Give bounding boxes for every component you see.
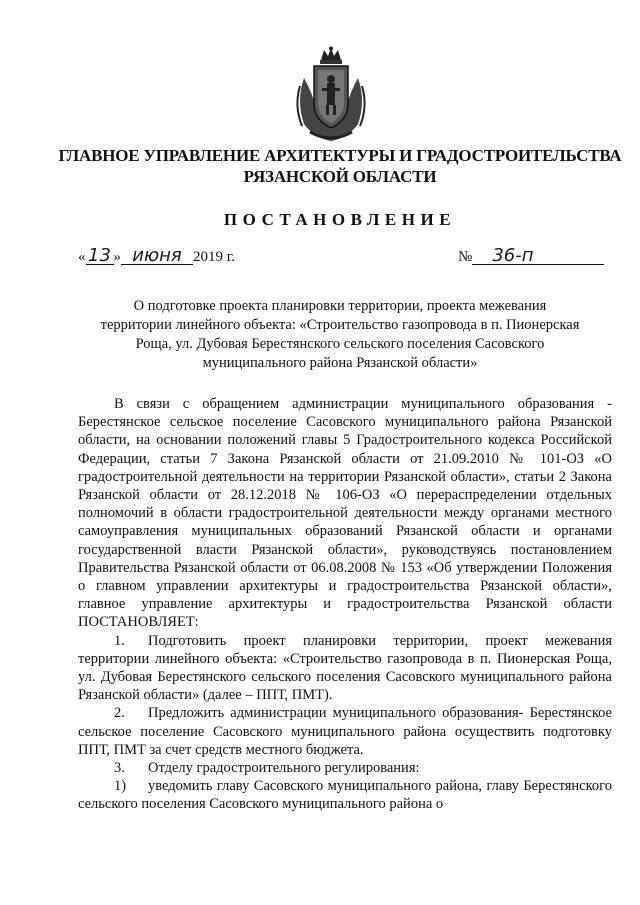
item-1-text: Подготовить проект планировки территории, проект межевания территории линейного объекта: «Строительство газопровода в п. Пионерская Роща, ул. Дубовая Берестянского сельского поселения Сасовского муниципального района Рязанской области» (далее – ППТ, ПМТ). bbox=[78, 632, 612, 704]
item-3 bbox=[78, 759, 612, 777]
item-3-text: Отделу градостроительного регулирования: bbox=[148, 760, 420, 777]
date-close-quote: » bbox=[113, 249, 121, 265]
subject-line-4: муниципального района Рязанской области» bbox=[202, 355, 478, 371]
item-3-number: 3. bbox=[114, 760, 125, 777]
subject-line-1: О подготовке проекта планировки территории, проекта межевания bbox=[133, 298, 547, 314]
item-2-number: 2. bbox=[114, 705, 125, 722]
item-1 bbox=[78, 632, 612, 705]
date-year: 2019 г. bbox=[193, 249, 235, 265]
document-number bbox=[458, 245, 604, 266]
date-open-quote: « bbox=[78, 249, 86, 265]
date-number-row bbox=[78, 240, 618, 270]
subitem-1-text: уведомить главу Сасовского муниципального района, главу Берестянского сельского поселения Сасовского муниципального района о bbox=[78, 778, 612, 813]
preamble-paragraph: В связи с обращением администрации муниципального образования - Берестянское сельское поселение Сасовского муниципального района Рязанской области, на основании положений главы 5 Градостроительного кодекса Российской Федерации, статьи 7 Закона Рязанской области от 21.09.2010 № 101-ОЗ «О градостроительной деятельности на территории Рязанской области», статьи 2 Закона Рязанской области от 28.12.2018 № 106-ОЗ «О перераспределении отдельных полномочий в области градостроительной деятельности между органами местного самоуправления муниципальных образований Рязанской области и органами государственной власти Рязанской области», руководствуясь постановлением Правительства Рязанской области от 06.08.2008 № 153 «Об утверждении Положения о главном управлении архитектуры и градостроительства Рязанской области», главное управление архитектуры и градостроительства Рязанской области ПОСТАНОВЛЯЕТ: bbox=[78, 396, 612, 631]
organization-name bbox=[40, 145, 640, 187]
org-line-2: РЯЗАНСКОЙ ОБЛАСТИ bbox=[243, 167, 437, 186]
document-body bbox=[78, 395, 612, 814]
subitem-1 bbox=[78, 777, 612, 813]
number-handwritten: 36-п bbox=[472, 248, 604, 265]
document-date bbox=[78, 245, 235, 266]
date-day-handwritten: 13 bbox=[86, 248, 114, 265]
coat-of-arms-emblem bbox=[290, 46, 372, 144]
item-2-text: Предложить администрации муниципального образования- Берестянское сельское поселение Сасовского муниципального района осуществить подготовку ППТ, ПМТ за счет средств местного бюджета. bbox=[78, 705, 612, 758]
document-subject bbox=[60, 297, 620, 373]
subject-line-3: Роща, ул. Дубовая Берестянского сельского поселения Сасовского bbox=[135, 336, 545, 352]
number-label: № bbox=[458, 249, 473, 265]
document-type-title: ПОСТАНОВЛЕНИЕ bbox=[223, 210, 457, 229]
org-line-1: ГЛАВНОЕ УПРАВЛЕНИЕ АРХИТЕКТУРЫ И ГРАДОСТРОИТЕЛЬСТВА bbox=[58, 146, 622, 165]
subitem-1-number: 1) bbox=[114, 778, 127, 795]
date-month-handwritten: июня bbox=[121, 248, 193, 265]
item-1-number: 1. bbox=[114, 632, 125, 649]
item-2 bbox=[78, 704, 612, 759]
subject-line-2: территории линейного объекта: «Строительство газопровода в п. Пионерская bbox=[100, 317, 580, 333]
